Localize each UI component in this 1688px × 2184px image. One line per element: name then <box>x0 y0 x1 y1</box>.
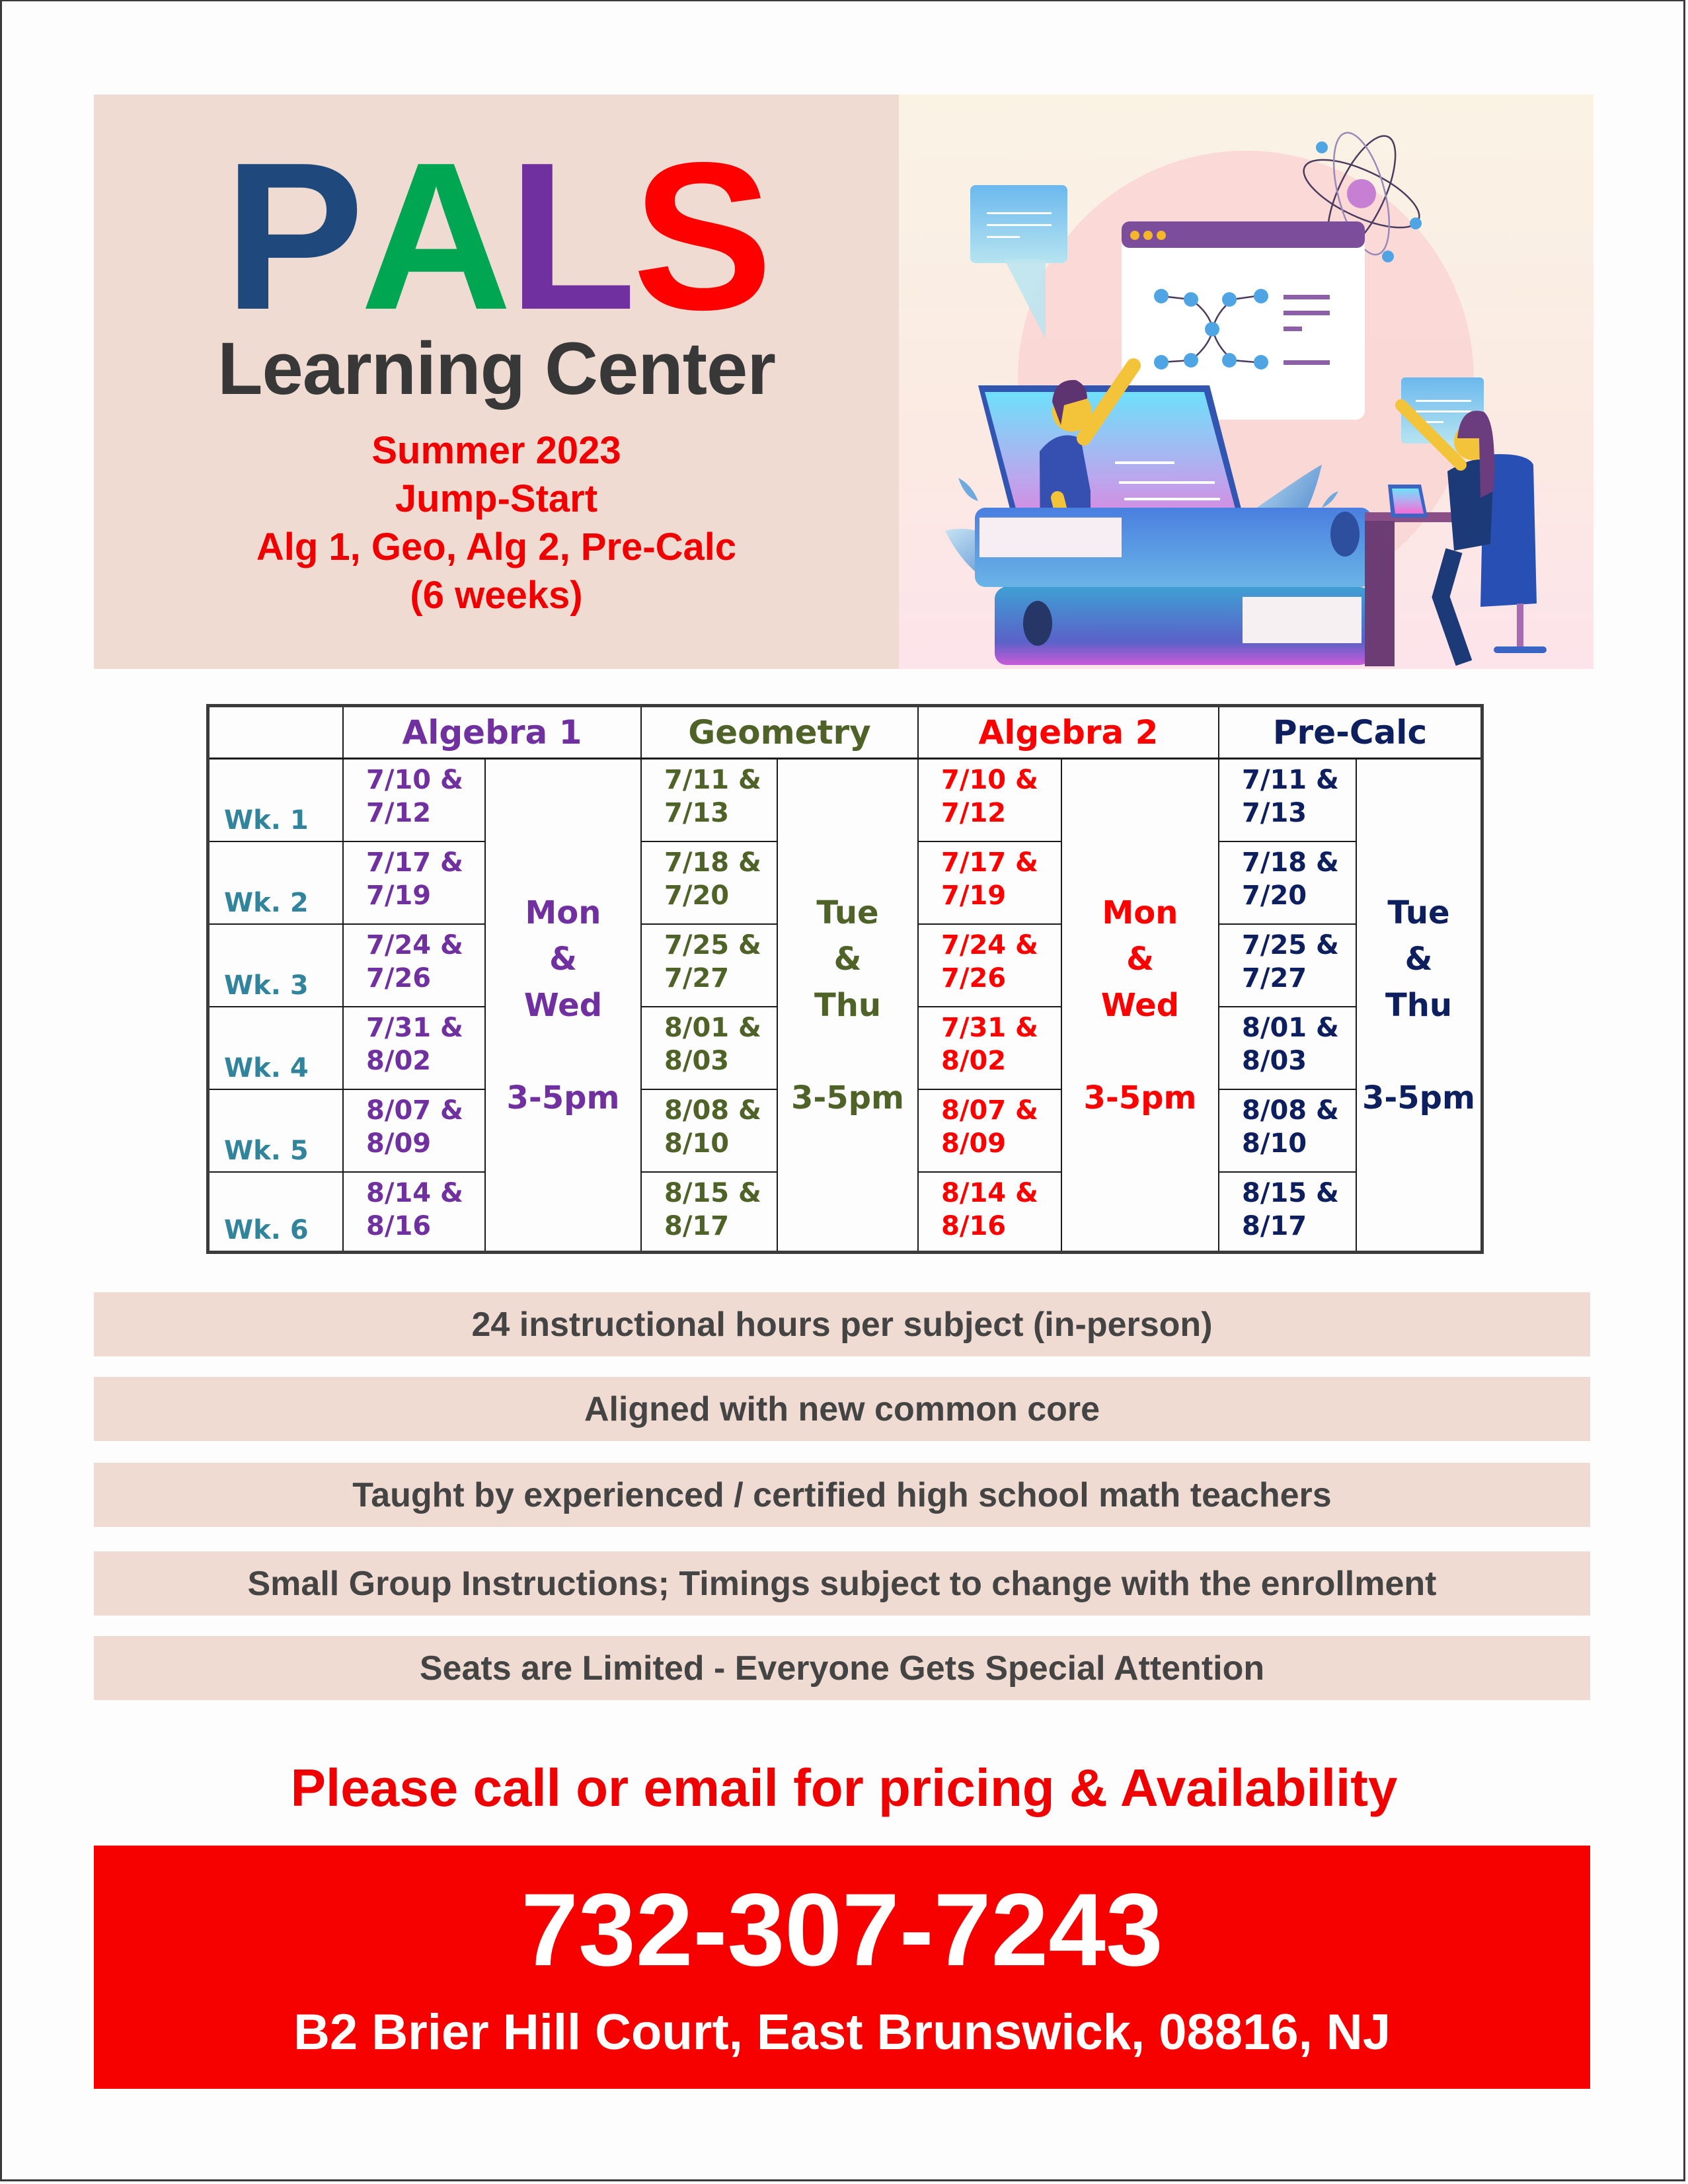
week-label: Wk. 6 <box>210 1173 344 1251</box>
algebra-2-session-dates: 8/07 & 8/09 <box>919 1090 1062 1173</box>
algebra-1-session-dates: 7/31 & 8/02 <box>344 1007 486 1090</box>
header-banner <box>94 95 1593 669</box>
geometry-session-dates: 8/15 & 8/17 <box>642 1173 778 1251</box>
geometry-session-dates: 8/08 & 8/10 <box>642 1090 778 1173</box>
pre-calc-meeting-days: Tue & Thu 3-5pm <box>1357 760 1480 1251</box>
algebra-2-session-dates: 8/14 & 8/16 <box>919 1173 1062 1251</box>
pre-calc-session-dates: 7/18 & 7/20 <box>1219 842 1357 925</box>
pricing-call-to-action: Please call or email for pricing & Availability <box>290 1758 1398 1817</box>
street-address: B2 Brier Hill Court, East Brunswick, 08816, NJ <box>293 2004 1391 2060</box>
algebra-2-time: 3-5pm <box>1083 1079 1197 1116</box>
pre-calc-time: 3-5pm <box>1362 1079 1476 1116</box>
geometry-session-dates: 7/11 & 7/13 <box>642 760 778 842</box>
geometry-meeting-days: Tue & Thu 3-5pm <box>778 760 919 1251</box>
banner-illustration-panel <box>899 95 1593 669</box>
promo-text <box>94 426 899 619</box>
geometry-time: 3-5pm <box>790 1079 905 1116</box>
logo-subtitle: Learning Center <box>217 327 775 410</box>
logo-letter-a: A <box>360 119 508 354</box>
contact-box <box>94 1846 1590 2089</box>
pre-calc-session-dates: 8/08 & 8/10 <box>1219 1090 1357 1173</box>
column-header-algebra-2: Algebra 2 <box>919 707 1219 760</box>
algebra-1-session-dates: 7/17 & 7/19 <box>344 842 486 925</box>
algebra-1-time: 3-5pm <box>506 1079 620 1116</box>
algebra-1-session-dates: 8/14 & 8/16 <box>344 1173 486 1251</box>
geometry-session-dates: 8/01 & 8/03 <box>642 1007 778 1090</box>
algebra-2-session-dates: 7/31 & 8/02 <box>919 1007 1062 1090</box>
week-label: Wk. 3 <box>210 925 344 1007</box>
week-label: Wk. 4 <box>210 1007 344 1090</box>
promo-subjects: Alg 1, Geo, Alg 2, Pre-Calc <box>256 526 737 568</box>
schedule-table <box>206 704 1484 1254</box>
promo-duration: (6 weeks) <box>410 574 583 617</box>
column-header-pre-calc: Pre-Calc <box>1219 707 1480 760</box>
column-header-geometry: Geometry <box>642 707 919 760</box>
pre-calc-session-dates: 7/25 & 7/27 <box>1219 925 1357 1007</box>
logo-letter-p: P <box>223 119 361 354</box>
feature-limited-seats: Seats are Limited - Everyone Gets Special Attention <box>94 1636 1590 1700</box>
geometry-session-dates: 7/18 & 7/20 <box>642 842 778 925</box>
week-label: Wk. 1 <box>210 760 344 842</box>
algebra-1-meeting-days: Mon & Wed 3-5pm <box>486 760 642 1251</box>
feature-common-core: Aligned with new common core <box>94 1377 1590 1441</box>
column-header-algebra-1: Algebra 1 <box>344 707 642 760</box>
education-illustration <box>899 95 1593 669</box>
algebra-2-session-dates: 7/24 & 7/26 <box>919 925 1062 1007</box>
table-header-corner <box>210 707 344 760</box>
pre-calc-session-dates: 8/01 & 8/03 <box>1219 1007 1357 1090</box>
week-label: Wk. 5 <box>210 1090 344 1173</box>
pre-calc-session-dates: 7/11 & 7/13 <box>1219 760 1357 842</box>
logo-letter-s: S <box>632 119 769 354</box>
pals-logo <box>94 119 899 354</box>
algebra-2-session-dates: 7/17 & 7/19 <box>919 842 1062 925</box>
week-label: Wk. 2 <box>210 842 344 925</box>
logo-letter-l: L <box>508 119 633 354</box>
algebra-2-meeting-days: Mon & Wed 3-5pm <box>1062 760 1219 1251</box>
promo-program: Jump-Start <box>395 477 598 520</box>
algebra-1-session-dates: 7/10 & 7/12 <box>344 760 486 842</box>
promo-season: Summer 2023 <box>371 429 621 472</box>
pre-calc-session-dates: 8/15 & 8/17 <box>1219 1173 1357 1251</box>
feature-instructional-hours: 24 instructional hours per subject (in-person) <box>94 1292 1590 1356</box>
banner-title-panel <box>94 95 899 669</box>
algebra-1-session-dates: 8/07 & 8/09 <box>344 1090 486 1173</box>
feature-certified-teachers: Taught by experienced / certified high school math teachers <box>94 1463 1590 1527</box>
geometry-session-dates: 7/25 & 7/27 <box>642 925 778 1007</box>
algebra-1-session-dates: 7/24 & 7/26 <box>344 925 486 1007</box>
algebra-2-session-dates: 7/10 & 7/12 <box>919 760 1062 842</box>
feature-small-group: Small Group Instructions; Timings subject to change with the enrollment <box>94 1551 1590 1616</box>
phone-number[interactable]: 732-307-7243 <box>521 1873 1163 1988</box>
stacked-books-graphic <box>975 508 1371 665</box>
